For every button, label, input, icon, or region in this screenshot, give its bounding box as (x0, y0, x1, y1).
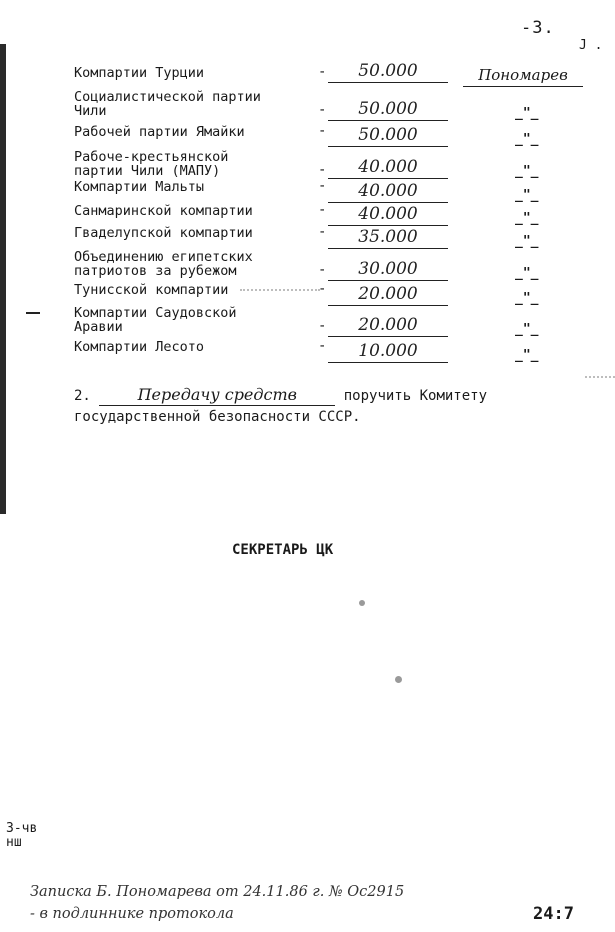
scan-speck (395, 676, 402, 683)
ditto-mark: _"_ (515, 132, 539, 147)
ditto-mark: _"_ (515, 164, 539, 179)
recipient-handwritten: Пономарев (463, 64, 583, 87)
ditto-mark: _"_ (515, 106, 539, 121)
amount-handwritten: 50.000 (328, 124, 448, 147)
amount-handwritten: 40.000 (328, 180, 448, 203)
amount-handwritten: 20.000 (328, 283, 448, 306)
typist-code: 3-чв нш (6, 821, 38, 850)
secretary-title: СЕКРЕТАРЬ ЦК (232, 542, 334, 558)
clause-number: 2. (74, 388, 91, 404)
amount-handwritten: 50.000 (328, 60, 448, 83)
amount-handwritten: 20.000 (328, 314, 448, 337)
ditto-mark: _"_ (515, 266, 539, 281)
ditto-mark: _"_ (515, 234, 539, 249)
amount-handwritten: 35.000 (328, 226, 448, 249)
party-name: Компартии Мальты (74, 179, 205, 195)
scan-noise (585, 376, 615, 380)
row-dash: - (318, 224, 327, 240)
party-name: Рабоче-крестьянской партии Чили (МАПУ) (74, 149, 229, 179)
row-dash: - (318, 281, 327, 297)
scan-noise (240, 289, 320, 293)
party-name: Компартии Турции (74, 65, 205, 81)
margin-dash (26, 312, 40, 314)
ditto-mark: _"_ (515, 348, 539, 363)
party-name: Санмаринской компартии (74, 203, 253, 219)
party-name: Объединению египетских патриотов за рубежом (74, 249, 253, 279)
clause-text-line2: государственной безопасности СССР. (74, 409, 361, 425)
corner-mark: J . (579, 38, 603, 53)
scan-speck (359, 600, 365, 606)
row-dash: - (318, 123, 327, 139)
clause-handwritten: Передачу средств (99, 384, 335, 406)
row-dash: - (318, 202, 327, 218)
ditto-mark: _"_ (515, 322, 539, 337)
row-dash: - (318, 64, 327, 80)
amount-handwritten: 40.000 (328, 156, 448, 179)
row-dash: - (318, 318, 327, 334)
party-name: Компартии Саудовской Аравии (74, 305, 237, 335)
amount-handwritten: 40.000 (328, 203, 448, 226)
amount-handwritten: 30.000 (328, 258, 448, 281)
party-name: Гваделупской компартии (74, 225, 253, 241)
row-dash: - (318, 102, 327, 118)
clause-text-after: поручить Комитету (343, 388, 488, 404)
footnote-line-1: Записка Б. Пономарева от 24.11.86 г. № Ос2915 (30, 884, 405, 900)
party-name: Рабочей партии Ямайки (74, 124, 245, 140)
party-name: Тунисской компартии (74, 282, 229, 298)
party-name: Компартии Лесото (74, 339, 205, 355)
row-dash: - (318, 338, 327, 354)
footnote-line-2: - в подлиннике протокола (30, 906, 234, 922)
row-dash: - (318, 262, 327, 278)
ditto-mark: _"_ (515, 188, 539, 203)
ditto-mark: _"_ (515, 211, 539, 226)
ditto-mark: _"_ (515, 291, 539, 306)
page-number: -3. (521, 18, 555, 38)
row-dash: - (318, 162, 327, 178)
row-dash: - (318, 178, 327, 194)
clause-2 (74, 384, 574, 428)
binding-edge (0, 44, 6, 514)
amount-handwritten: 50.000 (328, 98, 448, 121)
party-name: Социалистической партии Чили (74, 89, 261, 119)
sheet-number: 24:7 (533, 904, 574, 924)
amount-handwritten: 10.000 (328, 340, 448, 363)
